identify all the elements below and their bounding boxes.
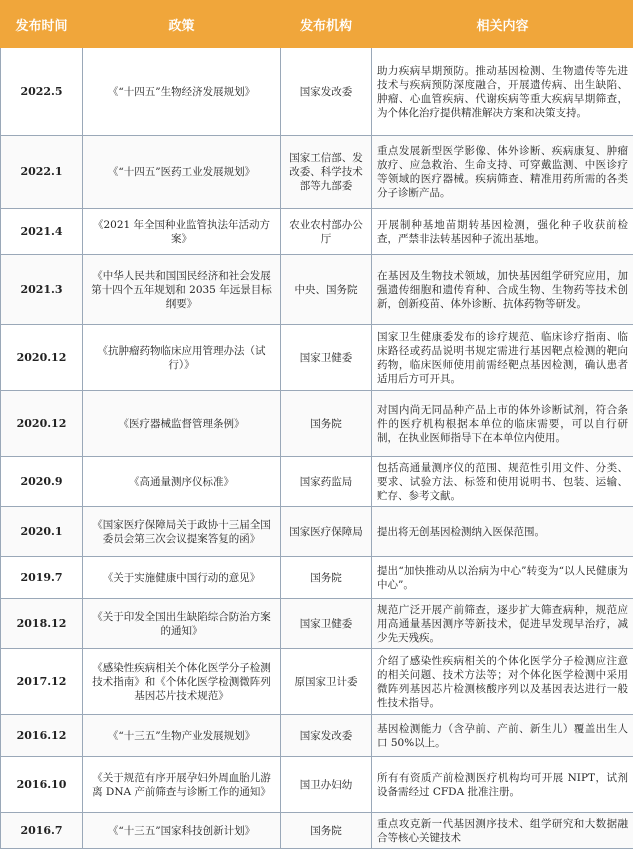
cell-date: 2016.12 (1, 715, 83, 757)
table-row (1, 209, 633, 255)
cell-org: 国家卫健委 (281, 325, 372, 391)
cell-policy: 《高通量测序仪标准》 (83, 457, 281, 507)
table-row (1, 136, 633, 209)
table-row (1, 507, 633, 557)
cell-date: 2019.7 (1, 557, 83, 599)
cell-policy: 《感染性疾病相关个体化医学分子检测技术指南》和《个体化医学检测微阵列基因芯片技术规范》 (83, 649, 281, 715)
cell-date: 2016.7 (1, 813, 83, 849)
cell-org: 国家发改委 (281, 48, 372, 136)
cell-date: 2022.5 (1, 48, 83, 136)
table-row (1, 649, 633, 715)
header-policy: 政策 (83, 1, 281, 48)
cell-date: 2020.1 (1, 507, 83, 557)
cell-policy: 《抗肿瘤药物临床应用管理办法（试行）》 (83, 325, 281, 391)
table-row (1, 599, 633, 649)
cell-content: 基因检测能力（含孕前、产前、新生儿）覆盖出生人口 50%以上。 (372, 715, 633, 757)
cell-policy: 《国家医疗保障局关于政协十三届全国委员会第三次会议提案答复的函》 (83, 507, 281, 557)
table-row (1, 391, 633, 457)
cell-policy: 《关于实施健康中国行动的意见》 (83, 557, 281, 599)
table-row (1, 255, 633, 325)
cell-date: 2020.9 (1, 457, 83, 507)
cell-content: 重点攻克新一代基因测序技术、组学研究和大数据融合等核心关键技术 (372, 813, 633, 849)
table-row (1, 813, 633, 849)
cell-date: 2021.3 (1, 255, 83, 325)
cell-policy: 《关于规范有序开展孕妇外周血胎儿游离 DNA 产前筛查与诊断工作的通知》 (83, 757, 281, 813)
cell-date: 2020.12 (1, 325, 83, 391)
header-row (1, 1, 633, 48)
cell-date: 2020.12 (1, 391, 83, 457)
cell-org: 国家医疗保障局 (281, 507, 372, 557)
table-row (1, 325, 633, 391)
table-row (1, 757, 633, 813)
cell-policy: 《2021 年全国种业监管执法年活动方案》 (83, 209, 281, 255)
cell-org: 国卫办妇幼 (281, 757, 372, 813)
cell-org: 原国家卫计委 (281, 649, 372, 715)
cell-content: 包括高通量测序仪的范围、规范性引用文件、分类、要求、试验方法、标签和使用说明书、包装、运输、贮存、参考文献。 (372, 457, 633, 507)
cell-policy: 《“十四五”医药工业发展规划》 (83, 136, 281, 209)
cell-org: 国家卫健委 (281, 599, 372, 649)
cell-date: 2017.12 (1, 649, 83, 715)
table-row (1, 557, 633, 599)
cell-policy: 《“十四五”生物经济发展规划》 (83, 48, 281, 136)
table-row (1, 457, 633, 507)
cell-org: 国家药监局 (281, 457, 372, 507)
table-row (1, 715, 633, 757)
cell-policy: 《关于印发全国出生缺陷综合防治方案的通知》 (83, 599, 281, 649)
header-date: 发布时间 (1, 1, 83, 48)
cell-date: 2021.4 (1, 209, 83, 255)
cell-content: 对国内尚无同品种产品上市的体外诊断试剂，符合条件的医疗机构根据本单位的临床需要，可以自行研制，在执业医师指导下在本单位内使用。 (372, 391, 633, 457)
cell-content: 国家卫生健康委发布的诊疗规范、临床诊疗指南、临床路径或药品说明书规定需进行基因靶点检测的靶向药物，临床医师使用前需经靶点基因检测，确认患者适用后方可开具。 (372, 325, 633, 391)
cell-org: 农业农村部办公厅 (281, 209, 372, 255)
header-org: 发布机构 (281, 1, 372, 48)
cell-content: 介绍了感染性疾病相关的个体化医学分子检测应注意的相关问题、技术方法等；对个体化医学检测中采用微阵列基因芯片检测核酸序列以及基因表达进行一般性技术指导。 (372, 649, 633, 715)
header-content: 相关内容 (372, 1, 633, 48)
cell-org: 中央、国务院 (281, 255, 372, 325)
cell-content: 开展制种基地苗期转基因检测，强化种子收获前检查，严禁非法转基因种子流出基地。 (372, 209, 633, 255)
cell-date: 2022.1 (1, 136, 83, 209)
cell-date: 2018.12 (1, 599, 83, 649)
table-body (1, 48, 633, 849)
cell-content: 重点发展新型医学影像、体外诊断、疾病康复、肿瘤放疗、应急救治、生命支持、可穿戴监测、中医诊疗等领域的医疗器械。疾病筛查、精准用药所需的各类分子诊断产品。 (372, 136, 633, 209)
cell-policy: 《“十三五”国家科技创新计划》 (83, 813, 281, 849)
cell-org: 国家发改委 (281, 715, 372, 757)
cell-date: 2016.10 (1, 757, 83, 813)
cell-org: 国务院 (281, 557, 372, 599)
cell-org: 国家工信部、发改委、科学技术部等九部委 (281, 136, 372, 209)
cell-content: 助力疾病早期预防。推动基因检测、生物遗传等先进技术与疾病预防深度融合，开展遗传病、出生缺陷、肿瘤、心血管疾病、代谢疾病等重大疾病早期筛查，为个体化治疗提供精准解决方案和决策支持。 (372, 48, 633, 136)
cell-org: 国务院 (281, 391, 372, 457)
cell-content: 提出“加快推动从以治病为中心”转变为“以人民健康为中心”。 (372, 557, 633, 599)
cell-content: 规范广泛开展产前筛查，逐步扩大筛查病种，规范应用高通量基因测序等新技术，促进早发现早治疗，减少先天残疾。 (372, 599, 633, 649)
table-row (1, 48, 633, 136)
cell-org: 国务院 (281, 813, 372, 849)
cell-content: 所有有资质产前检测医疗机构均可开展 NIPT，试剂设备需经过 CFDA 批准注册。 (372, 757, 633, 813)
cell-content: 提出将无创基因检测纳入医保范围。 (372, 507, 633, 557)
cell-content: 在基因及生物技术领域，加快基因组学研究应用，加强遗传细胞和遗传育种、合成生物、生物药等技术创新，创新疫苗、体外诊断、抗体药物等研发。 (372, 255, 633, 325)
cell-policy: 《医疗器械监督管理条例》 (83, 391, 281, 457)
cell-policy: 《中华人民共和国国民经济和社会发展第十四个五年规划和 2035 年远景目标纲要》 (83, 255, 281, 325)
cell-policy: 《“十三五”生物产业发展规划》 (83, 715, 281, 757)
table-header (1, 1, 633, 48)
